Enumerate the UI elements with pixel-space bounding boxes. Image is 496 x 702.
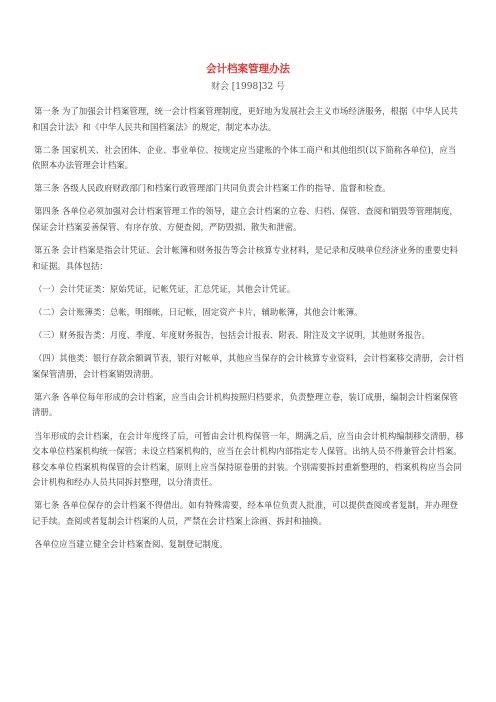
document-title: 会计档案管理办法 [206, 63, 290, 75]
article-5-item-4: （四）其他类：银行存款余额调节表，银行对帐单，其他应当保存的会计核算专业资料，会计档案移交清册，会计档案保管清册，会计档案销毁清册。 [32, 353, 464, 379]
article-7-paragraph-2: 各单位应当建立健全会计档案查阅、复制登记制度。 [34, 539, 228, 550]
article-5-item-3: （三）财务报告类：月度、季度、年度财务报告，包括会计报表、附表、附注及文字说明，其他财务报告。 [34, 330, 430, 341]
article-7: 第七条 各单位保存的会计档案不得借出。如有特殊需要，经本单位负责人批准，可以提供查阅或者复制，并办理登记手续。查阅或者复制会计档案的人员，严禁在会计档案上涂画、拆封和抽换。 [32, 500, 458, 526]
article-4: 第四条 各单位必须加强对会计档案管理工作的领导，建立会计档案的立卷、归档、保管、查阅和销毁等管理制度，保证会计档案妥善保管、有序存放、方便查阅，严防毁损、散失和泄密。 [32, 206, 458, 233]
article-6: 第六条 各单位每年形成的会计档案，应当由会计机构按照归档要求，负责整理立卷，装订成册，编制会计档案保管清册。 [32, 391, 458, 418]
document-number: 财会 [1998]32 号 [210, 82, 286, 92]
article-5-item-1: （一）会计凭证类：原始凭证，记帐凭证，汇总凭证，其他会计凭证。 [34, 283, 296, 294]
article-5: 第五条 会计档案是指会计凭证、会计帐簿和财务报告等会计核算专业材料，是记录和反映单位经济业务的重要史料和证据。具体包括： [32, 245, 458, 271]
article-3: 第三条 各级人民政府财政部门和档案行政管理部门共同负责会计档案工作的指导、监督和检查。 [34, 183, 391, 194]
article-2: 第二条 国家机关、社会团体、企业、事业单位、按规定应当建账的个体工商户和其他组织(以下简称各单位)，应当依照本办法管理会计档案。 [32, 144, 457, 171]
article-5-item-2: （二）会计账簿类：总帐，明细帐，日记帐，固定资产卡片，辅助帐簿，其他会计帐簿。 [34, 306, 363, 317]
article-6-paragraph-2: 当年形成的会计档案，在会计年度终了后，可暂由会计机构保管一年，期满之后，应当由会计机构编制移交清册，移交本单位档案机构统一保管；未设立档案机构的，应当在会计机构内部指定专人保管。出纳人员不得兼管会计档案。移交本单位档案机构保管的会计档案，原则上应当保持原卷册的封装。个别需要拆封重新整理的，档案机构应当会同会计机构和经办人员共同拆封整理，以分清责任。 [32, 430, 464, 488]
article-1: 第一条 为了加强会计档案管理，统一会计档案管理制度，更好地为发展社会主义市场经济服务，根据《中华人民共和国会计法》和《中华人民共和国档案法》的规定，制定本办法。 [32, 106, 458, 132]
